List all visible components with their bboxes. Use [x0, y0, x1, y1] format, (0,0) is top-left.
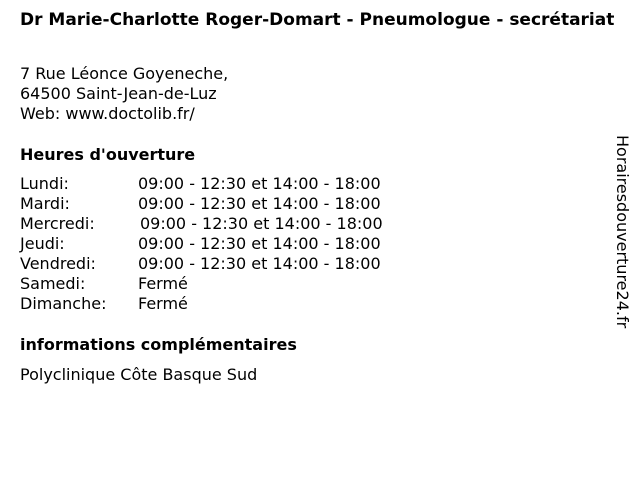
website-text: Web: www.doctolib.fr/ — [20, 104, 195, 123]
additional-info-text: Polyclinique Côte Basque Sud — [20, 365, 258, 384]
day-hours: Fermé — [138, 274, 188, 293]
page-title: Dr Marie-Charlotte Roger-Domart - Pneumologue - secrétariat — [20, 10, 615, 30]
day-label: Mercredi: — [20, 214, 95, 233]
address-street: 7 Rue Léonce Goyeneche, — [20, 64, 229, 83]
day-hours: 09:00 - 12:30 et 14:00 - 18:00 — [138, 254, 381, 273]
additional-info-heading: informations complémentaires — [20, 335, 297, 354]
day-label: Dimanche: — [20, 294, 107, 313]
day-label: Mardi: — [20, 194, 70, 213]
address-city: 64500 Saint-Jean-de-Luz — [20, 84, 217, 103]
day-hours: 09:00 - 12:30 et 14:00 - 18:00 — [138, 234, 381, 253]
watermark — [612, 135, 632, 345]
day-hours: Fermé — [138, 294, 188, 313]
opening-hours-heading: Heures d'ouverture — [20, 145, 196, 164]
day-hours: 09:00 - 12:30 et 14:00 - 18:00 — [138, 194, 381, 213]
day-label: Vendredi: — [20, 254, 96, 273]
day-hours: 09:00 - 12:30 et 14:00 - 18:00 — [140, 214, 383, 233]
day-label: Jeudi: — [20, 234, 65, 253]
day-label: Samedi: — [20, 274, 86, 293]
watermark-text: Horairesdouverture24.fr — [613, 135, 632, 329]
address-block — [20, 64, 228, 124]
day-label: Lundi: — [20, 174, 69, 193]
day-hours: 09:00 - 12:30 et 14:00 - 18:00 — [138, 174, 381, 193]
